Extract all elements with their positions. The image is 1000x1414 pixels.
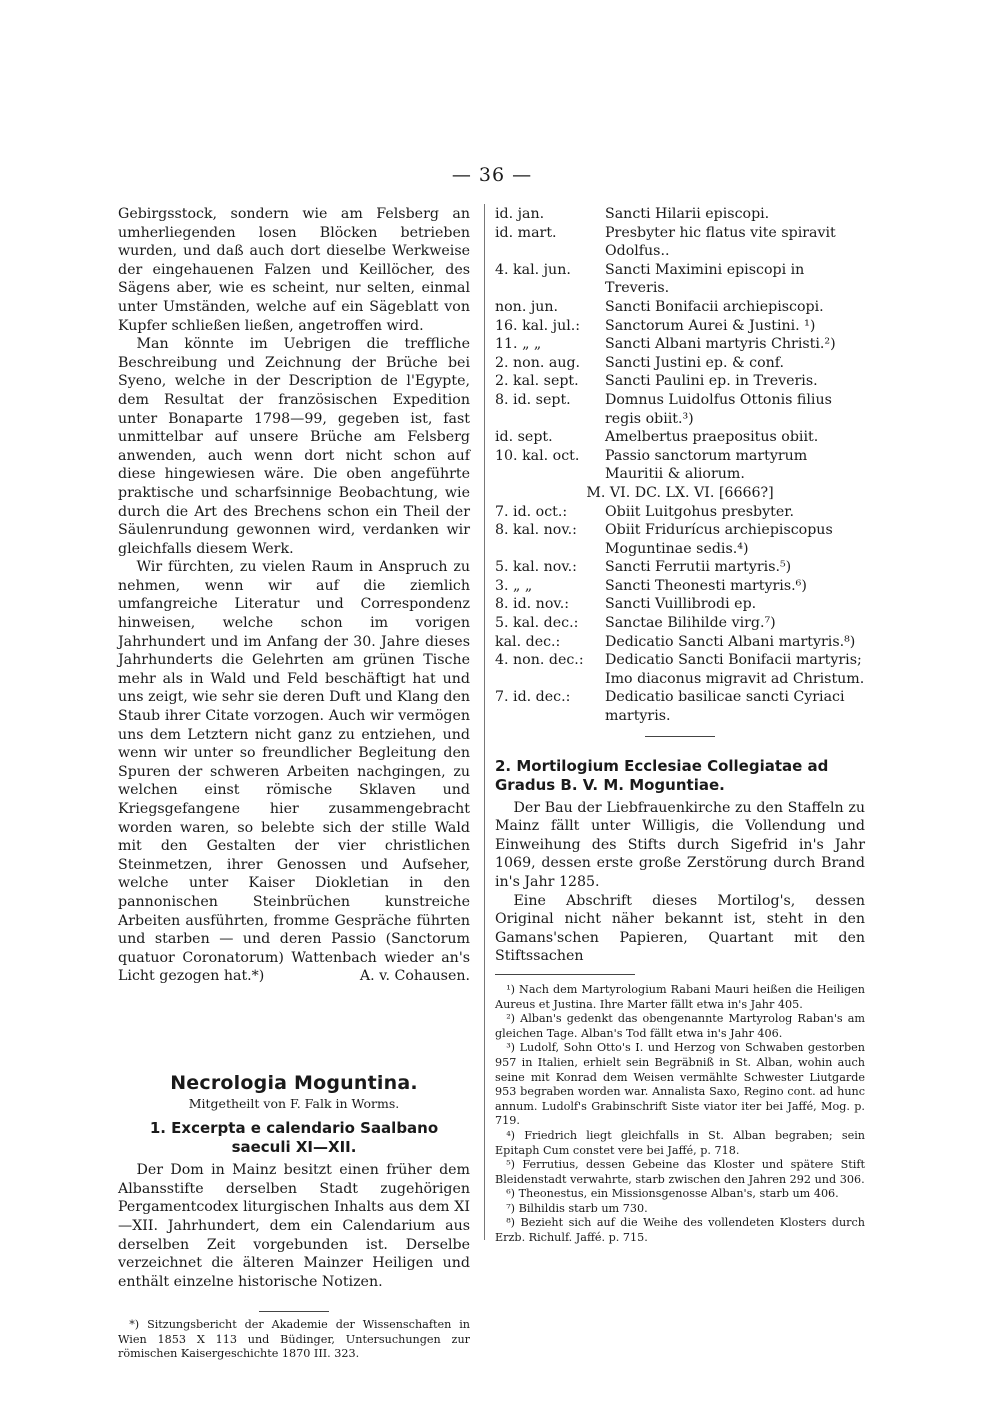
spacer	[118, 1291, 470, 1305]
paragraph: Der Bau der Liebfrauenkirche zu den Staffeln zu Mainz fällt unter Willigis, die Vollendung und Einweihung des Stifts durch Sigefrid in's Jahr 1069, dessen erste große Zerstörung durch Brand in's Jahr 1285.	[495, 799, 865, 890]
entry-date: 16. kal. jul.:	[495, 317, 581, 334]
entry-date: id. sept.	[495, 429, 553, 446]
entry-date: 7. id. oct.:	[495, 503, 568, 520]
calendar-entry	[495, 447, 865, 484]
entry-date: 8. id. nov.:	[495, 596, 569, 613]
entry-date: 11. „ „	[495, 336, 542, 353]
entry-date: 8. id. sept.	[495, 391, 571, 408]
calendar-entry	[495, 614, 865, 633]
subsection-title: 1. Excerpta e calendario Saalbano saeculi XI—XII.	[149, 1119, 439, 1157]
entry-text: Sancti Paulini ep. in Treveris.	[605, 373, 818, 390]
entry-date: 5. kal. nov.:	[495, 559, 577, 576]
entry-text: Obiit Luitgohus presbyter.	[605, 503, 794, 520]
entry-text: Passio sanctorum martyrum Mauritii & aliorum.	[605, 447, 808, 483]
calendar-entry	[495, 595, 865, 614]
calendar-entry	[495, 688, 865, 725]
entry-date: 2. kal. sept.	[495, 373, 579, 390]
footnote: ⁴) Friedrich liegt gleichfalls in St. Alban begraben; sein Epitaph Cum constet vere bei Jaffé, p. 718.	[495, 1128, 865, 1157]
entry-text: Sancti Bonifacii archiepiscopi.	[605, 298, 824, 315]
calendar-entry	[495, 503, 865, 522]
entry-date: kal. dec.:	[495, 633, 561, 650]
calendar-entry	[495, 205, 865, 224]
entry-text: Domnus Luidolfus Ottonis filius regis obiit.³)	[605, 391, 832, 427]
calendar-entries	[495, 503, 865, 726]
footnotes	[118, 1318, 470, 1362]
entry-text: Sanctorum Aurei & Justini. ¹)	[605, 317, 816, 334]
footnote: ⁷) Bilhildis starb um 730.	[506, 1201, 648, 1215]
calendar-entry	[495, 558, 865, 577]
paragraph: Der Dom in Mainz besitzt einen früher dem Albansstifte derselben Stadt zugehörigen Pergamentcodex liturgischen Inhalts aus dem XI—XII. Jahrhundert, dem ein Calendarium aus derselben Zeit vorgebunden ist. Derselbe verzeichnet die älteren Mainzer Heiligen und enthält einzelne historische Notizen.	[118, 1162, 470, 1290]
entry-date: 4. non. dec.:	[495, 652, 584, 669]
footnote: ⁶) Theonestus, ein Missionsgenosse Alban's, starb um 406.	[506, 1187, 839, 1201]
entry-text: Sancti Ferrutii martyris.⁵)	[605, 559, 792, 576]
footnote: ¹) Nach dem Martyrologium Rabani Mauri heißen die Heiligen Aureus et Justina. Ihre Marter fällt etwa in's Jahr 405.	[495, 982, 865, 1011]
calendar-year-line: M. VI. DC. LX. VI. [6666?]	[586, 484, 774, 501]
calendar-entry	[495, 577, 865, 596]
entry-text: Sancti Hilarii episcopi.	[605, 206, 770, 222]
calendar-entry	[495, 633, 865, 652]
footnote: ³) Ludolf, Sohn Otto's I. und Herzog von Schwaben gestorben 957 in Italien, erhielt sein Begräbniß in St. Alban, wohin auch seine mit Konrad dem Weisen vermählte Schwester Liutgarde 953 begraben worden war. Annalista Saxo, Regino cont. ad hunc annum. Ludolf's Grabinschrift Siste viator iter bei Jaffé, Mog. p. 719.	[495, 1041, 865, 1128]
calendar-entry	[495, 521, 865, 558]
footnote: ⁸) Bezieht sich auf die Weihe des vollendeten Klosters durch Erzb. Richulf. Jaffé. p. 715.	[495, 1216, 865, 1245]
entry-text: Presbyter hic flatus vite spiravit Odolfus..	[605, 224, 836, 260]
section-rule	[645, 736, 715, 737]
entry-date: 3. „ „	[495, 577, 533, 594]
entry-text: Sancti Vuillibrodi ep.	[605, 596, 757, 613]
section-title: 2. Mortilogium Ecclesiae Collegiatae ad Gradus B. V. M. Moguntiae.	[495, 756, 829, 794]
paragraph: Eine Abschrift dieses Mortilog's, dessen Original nicht näher bekannt ist, steht in den Gamans'schen Papieren, Quartant mit den Stiftssachen	[495, 892, 865, 965]
paragraph: Wir fürchten, zu vielen Raum in Anspruch zu nehmen, wenn wir auf die ziemlich umfangreiche Literatur und Correspondenz hinweisen, welche schon im vorigen Jahrhundert und im Anfang der 30. Jahre dieses Jahrhunderts die Gelehrten am grünen Tische mehr als in Wald und Feld beschäftigt hat und uns zeigt, wie sehr sie deren Duft und Klang den Staub ihrer Citate vorzogen. Auch wir vermögen uns dem Letztern nicht ganz zu entziehen, und wenn wir unter so freundlicher Begleitung den Spuren der schweren Arbeiten nachgingen, zu welchen einst römische Sklaven und Kriegsgefangene hier zusammengebracht worden waren, so belebte sich der stille Wald mit den Gestalten der vier christlichen Steinmetzen, ihrer Genossen und Aufseher, welche unter Kaiser Diokletian in den pannonischen Steinbrüchen kunstreiche Arbeiten ausführten, fromme Gespräche führten und starben — und deren Passio (Sanctorum quatuor Coronatorum) Wattenbach wieder an's Licht gezogen hat.*)	[118, 559, 470, 985]
entry-text: Sanctae Bilihilde virg.⁷)	[605, 615, 776, 632]
calendar-entries	[495, 205, 865, 484]
entry-text: Sancti Albani martyris Christi.²)	[605, 336, 836, 353]
footnote: *) Sitzungsbericht der Akademie der Wissenschaften in Wien 1853 X 113 und Büdinger, Untersuchungen zur römischen Kaisergeschichte 1870 III. 323.	[118, 1318, 470, 1361]
entry-date: id. mart.	[495, 224, 557, 241]
entry-text: Dedicatio Sancti Bonifacii martyris; Imo diaconus migravit ad Christum.	[605, 652, 865, 687]
entry-text: Dedicatio Sancti Albani martyris.⁸)	[605, 633, 856, 650]
entry-date: 10. kal. oct.	[495, 447, 580, 464]
right-column	[495, 205, 865, 1246]
left-column	[118, 205, 470, 1362]
calendar-entry	[495, 317, 865, 336]
paragraph: Gebirgsstock, sondern wie am Felsberg an umherliegenden losen Blöcken betrieben wurden, und daß auch dort dieselbe Werkweise der eingehauenen Falzen und Keillöcher, des Sägens aber, wie es scheint, nur selten, einmal unter Umständen, welche auf ein Sägeblatt von Kupfer schließen ließen, angetroffen wird.	[118, 206, 470, 334]
entry-date: 7. id. dec.:	[495, 689, 571, 706]
byline: Mitgetheilt von F. Falk in Worms.	[188, 1095, 400, 1111]
entry-date: non. jun.	[495, 298, 559, 315]
entry-text: Sancti Theonesti martyris.⁶)	[605, 577, 807, 594]
calendar-entry	[495, 372, 865, 391]
entry-date: 5. kal. dec.:	[495, 615, 579, 632]
calendar-entry	[495, 651, 865, 688]
entry-text: Amelbertus praepositus obiit.	[605, 429, 819, 446]
entry-date: 2. non. aug.	[495, 354, 581, 371]
calendar-entry	[495, 261, 865, 298]
entry-date: 4. kal. jun.	[495, 261, 571, 278]
author-signature: A. v. Cohausen.	[359, 968, 470, 985]
paragraph: Man könnte im Uebrigen die treffliche Beschreibung und Zeichnung der Brüche bei Syeno, welche in der Description de l'Egypte, dem Resultat der französischen Expedition unter Bonaparte 1798—99, gegeben ist, fast unmittelbar auf unsere Brüche am Felsberg anwenden, auch wenn dort nicht schon auf diese hingewiesen wäre. Die oben angeführte praktische und scharfsinnige Beobachtung, wie durch die Art des Brechens schon ein Theil der Säulenrundung gewonnen wird, verdanken wir gleichfalls diesem Werk.	[118, 336, 470, 557]
entry-text: Sancti Maximini episcopi in Treveris.	[605, 261, 805, 297]
footnote-rule	[259, 1311, 329, 1312]
entry-text: Sancti Justini ep. & conf.	[605, 354, 785, 371]
calendar-entry	[495, 224, 865, 261]
calendar-entry	[495, 428, 865, 447]
spacer	[118, 986, 470, 1074]
entry-text: Obiit Fridurícus archiepiscopus Moguntinae sedis.⁴)	[605, 522, 833, 557]
footnote: ⁵) Ferrutius, dessen Gebeine das Kloster und spätere Stift Bleidenstadt verwahrte, starb zwischen den Jahren 292 und 306.	[495, 1158, 865, 1186]
calendar-entry	[495, 354, 865, 373]
footnotes	[495, 983, 865, 1246]
footnote: ²) Alban's gedenkt das obengenannte Martyrolog Raban's am gleichen Tage. Alban's Tod fällt etwa in's Jahr 406.	[495, 1012, 865, 1040]
entry-date: id. jan.	[495, 206, 545, 222]
section-title: Necrologia Moguntina.	[170, 1071, 418, 1094]
page-number: — 36 —	[451, 164, 533, 186]
calendar-entry	[495, 335, 865, 354]
entry-text: Dedicatio basilicae sancti Cyriaci martyris.	[605, 689, 845, 725]
column-divider	[484, 204, 485, 1240]
footnote-rule	[495, 974, 635, 975]
calendar-entry	[495, 298, 865, 317]
calendar-entry	[495, 391, 865, 428]
entry-date: 8. kal. nov.:	[495, 522, 577, 539]
